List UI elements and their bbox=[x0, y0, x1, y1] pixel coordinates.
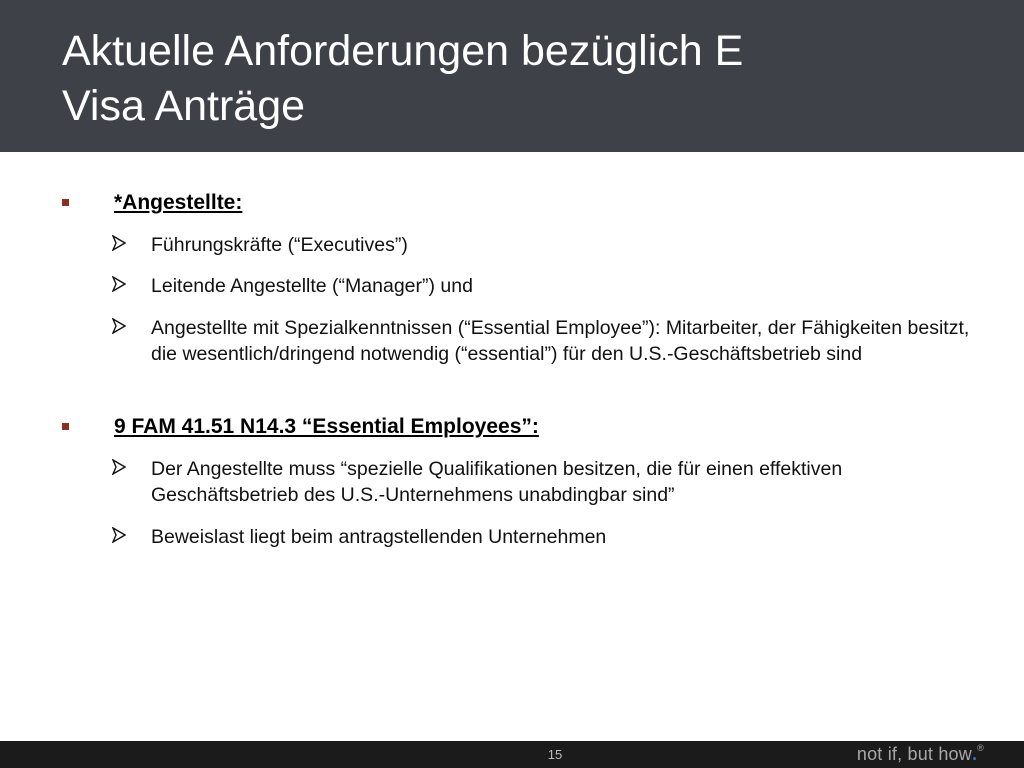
sub-bullet bbox=[112, 273, 992, 299]
arrow-bullet-icon bbox=[112, 459, 126, 475]
arrow-bullet-icon bbox=[112, 527, 126, 543]
arrow-bullet-icon bbox=[112, 276, 126, 292]
arrow-bullet-icon bbox=[112, 235, 126, 251]
slide-title bbox=[62, 24, 962, 134]
bullet-heading: *Angestellte: bbox=[114, 191, 243, 214]
sub-bullet-text: Der Angestellte muss “spezielle Qualifikationen besitzen, die für einen effektiven Geschäftsbetrieb des U.S.-Unternehmens unabdingbar sind” bbox=[151, 458, 843, 506]
square-bullet-icon bbox=[62, 423, 69, 430]
registered-mark: ® bbox=[977, 743, 984, 753]
sub-bullet bbox=[112, 232, 992, 258]
footer-bar bbox=[0, 741, 1024, 768]
square-bullet-icon bbox=[62, 199, 69, 206]
bullet-angestellte bbox=[62, 190, 1002, 216]
bullet-essential-employees bbox=[62, 414, 1002, 440]
sub-bullet bbox=[112, 315, 992, 367]
arrow-bullet-icon bbox=[112, 318, 126, 334]
sub-bullet-text: Leitende Angestellte (“Manager”) und bbox=[151, 275, 473, 297]
slogan-text: not if, but how bbox=[856, 744, 972, 764]
sub-bullet-text: Führungskräfte (“Executives”) bbox=[151, 234, 408, 256]
title-bar bbox=[0, 0, 1024, 152]
bullet-heading: 9 FAM 41.51 N14.3 “Essential Employees”: bbox=[114, 415, 539, 438]
sub-bullet-text: Angestellte mit Spezialkenntnissen (“Essential Employee”): Mitarbeiter, der Fähigkeiten besitzt, die wesentlich/dringend notwendig (“essential”) für den U.S.-Geschäftsbetrieb sind bbox=[151, 317, 970, 365]
page-number: 15 bbox=[547, 747, 563, 762]
sub-bullet bbox=[112, 456, 992, 508]
slide-title-line-2: Visa Anträge bbox=[62, 82, 306, 130]
company-slogan-logo bbox=[857, 744, 984, 765]
sub-bullet-text: Beweislast liegt beim antragstellenden Unternehmen bbox=[151, 526, 607, 548]
slide-title-line-1: Aktuelle Anforderungen bezüglich E bbox=[62, 27, 744, 75]
sub-bullet bbox=[112, 524, 992, 550]
slogan-dot: . bbox=[971, 744, 978, 764]
